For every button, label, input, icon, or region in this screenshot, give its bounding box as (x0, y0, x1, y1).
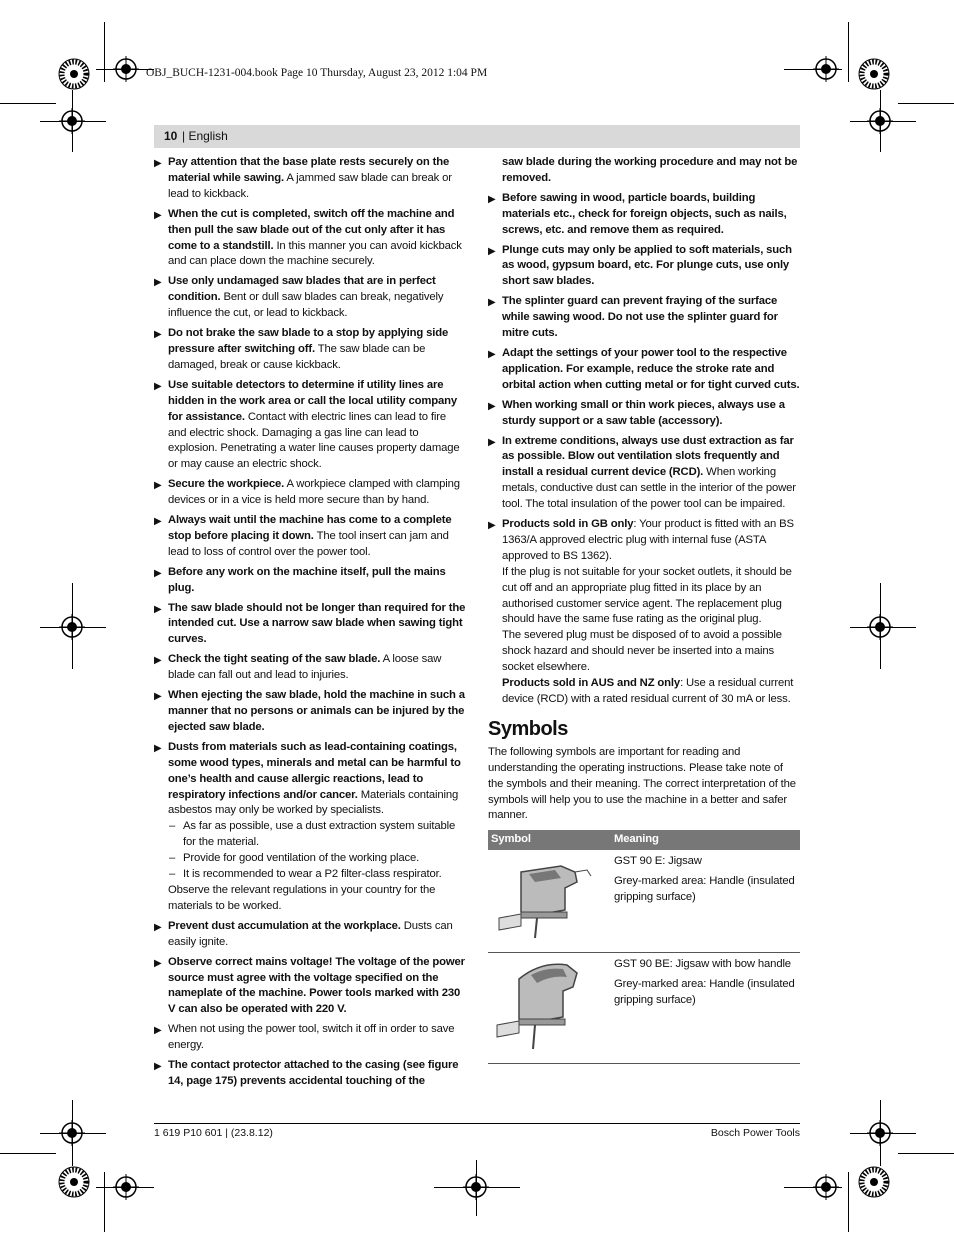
registration-target-icon (813, 1174, 839, 1200)
bullet-triangle-icon: ▶ (154, 603, 162, 615)
column-header-symbol: Symbol (488, 830, 611, 850)
registration-target-icon (59, 614, 85, 640)
language-label: | English (182, 129, 228, 143)
list-item: ▶ Adapt the settings of your power tool to the respective application. For example, reduce the stroke rate and orbital action when cutting metal or for tight curved cuts. (488, 346, 800, 391)
bullet-triangle-icon: ▶ (488, 400, 496, 412)
list-item: ▶ Use suitable detectors to determine if utility lines are hidden in the work area or call the local utility company for assistance. Contact with electric lines can lead to fire and electric shock. Damaging a gas line can lead to explosion. Penetrating a water line causes property damage or may cause an electric shock. (154, 378, 460, 471)
paragraph: The severed plug must be disposed of to avoid a possible shock hazard and should never be inserted into a mains socket elsewhere. (502, 629, 782, 674)
list-item: ▶ Secure the workpiece. A workpiece clamped with clamping devices or in a vice is held more secure than by hand. (154, 478, 460, 507)
page-footer (154, 1123, 800, 1144)
symbol-title: GST 90 BE: Jigsaw with bow handle (614, 958, 791, 971)
bullet-triangle-icon: ▶ (154, 158, 162, 169)
bullet-triangle-icon: ▶ (154, 1061, 162, 1073)
starburst-mark-icon (858, 1166, 890, 1198)
bullet-triangle-icon: ▶ (154, 742, 162, 754)
registration-target-icon (113, 56, 139, 82)
left-column (154, 155, 466, 1094)
right-column (488, 155, 801, 1064)
list-item: ▶ The contact protector attached to the casing (see figure 14, page 175) prevents accidental touching of the (154, 1059, 459, 1087)
section-heading: Symbols (488, 717, 568, 740)
bullet-triangle-icon: ▶ (154, 277, 162, 289)
registration-target-icon (59, 1120, 85, 1146)
section-intro: The following symbols are important for reading and understanding the operating instructions. Please take note of the symbols and their meaning. The correct interpretation of the symbols will help you to use the machine in a better and safer manner. (488, 745, 796, 822)
bullet-triangle-icon: ▶ (488, 193, 496, 205)
list-item: ▶ When the cut is completed, switch off the machine and then pull the saw blade out of the cut only after it has come to a standstill. In this manner you can avoid kickback and can place down the machine securely. (154, 207, 462, 268)
symbol-title: GST 90 E: Jigsaw (614, 855, 702, 868)
list-item: ▶ Prevent dust accumulation at the workplace. Dusts can easily ignite. (154, 919, 453, 948)
column-header-meaning: Meaning (611, 830, 800, 850)
bullet-triangle-icon: ▶ (154, 957, 162, 969)
list-item: ▶ The splinter guard can prevent fraying of the surface while sawing wood. Do not use the splinter guard for mitre cuts. (488, 295, 778, 340)
bullet-triangle-icon: ▶ (154, 516, 162, 528)
table-row (488, 953, 800, 1064)
sub-item: – As far as possible, use a dust extraction system suitable for the material. (169, 820, 456, 849)
starburst-mark-icon (858, 58, 890, 90)
symbol-description: Grey-marked area: Handle (insulated gripping surface) (614, 875, 795, 904)
footer-brand: Bosch Power Tools (710, 1127, 800, 1139)
symbol-cell (488, 850, 611, 953)
bullet-triangle-icon: ▶ (154, 567, 162, 579)
list-item: ▶ Always wait until the machine has come to a complete stop before placing it down. The tool insert can jam and lead to loss of control over the power tool. (154, 514, 452, 558)
symbols-table (488, 830, 800, 1064)
paragraph: Observe the relevant regulations in your country for the materials to be worked. (168, 883, 436, 912)
list-item: ▶ Products sold in GB only: Your product is fitted with an BS 1363/A approved electric plug with internal fuse (ASTA approved to BS 1362). If the plug is not suitable for your socket outlets, it should be cut off and an appropriate plug fitted in its place by an authorised customer service agent. The replacement plug should have the same fuse rating as the original plug. The severed plug must be disposed of to avoid a possible shock hazard and should never be inserted into a mains socket elsewhere. Products sold in AUS and NZ only: Use a residual current device (RCD) with a rated residual current of 30 mA or less. (488, 517, 801, 708)
starburst-mark-icon (58, 1166, 90, 1198)
bullet-triangle-icon: ▶ (488, 520, 496, 532)
registration-target-icon (59, 108, 85, 134)
meaning-cell (611, 953, 800, 1064)
registration-target-icon (867, 614, 893, 640)
list-item: ▶ Use only undamaged saw blades that are in perfect condition. Bent or dull saw blades can break, negatively influence the cut, or lead to kickback. (154, 275, 444, 320)
sub-item: – Provide for good ventilation of the working place. (169, 852, 420, 865)
bullet-triangle-icon: ▶ (488, 436, 496, 448)
bullet-triangle-icon: ▶ (154, 921, 162, 933)
bullet-triangle-icon: ▶ (154, 209, 162, 221)
list-item: ▶ The saw blade should not be longer than required for the intended cut. Use a narrow saw blade when sawing tight curves. (154, 601, 466, 646)
paragraph: If the plug is not suitable for your socket outlets, it should be cut off and an appropriate plug fitted in its place by an authorised customer service agent. The replacement plug should have the same fuse rating as the original plug. (502, 565, 792, 626)
list-item: ▶ Plunge cuts may only be applied to soft materials, such as wood, gypsum board, etc. For plunge cuts, use only short saw blades. (488, 243, 792, 288)
bullet-triangle-icon: ▶ (154, 480, 162, 492)
registration-target-icon (113, 1174, 139, 1200)
list-item: ▶ Check the tight seating of the saw blade. A loose saw blade can fall out and lead to injuries. (154, 653, 442, 682)
continued-text: saw blade during the working procedure and may not be removed. (502, 156, 798, 184)
page-header (154, 125, 800, 148)
list-item: ▶ Before any work on the machine itself, pull the mains plug. (154, 565, 446, 594)
bullet-triangle-icon: ▶ (154, 329, 162, 341)
list-item: ▶ Pay attention that the base plate rests securely on the material while sawing. A jammed saw blade can break or lead to kickback. (154, 156, 452, 200)
bullet-triangle-icon: ▶ (154, 1025, 162, 1037)
list-item: ▶ Do not brake the saw blade to a stop by applying side pressure after switching off. The saw blade can be damaged, break or cause kickback. (154, 327, 449, 371)
list-item: ▶ Dusts from materials such as lead-containing coatings, some wood types, minerals and metal can be harmful to one’s health and cause allergic reactions, lead to respiratory infections and/or cancer. Materials containing asbestos may only be worked by specialists. – As far as possible, use a dust extraction system suitable for the material. – Provide for good ventilation of the working place. – It is recommended to wear a P2 filter-class respirator. Observe the relevant regulations in your country for the materials to be worked. (154, 740, 466, 915)
bullet-triangle-icon: ▶ (154, 380, 162, 392)
table-row (488, 850, 800, 953)
meaning-cell (611, 850, 800, 953)
bullet-triangle-icon: ▶ (154, 691, 162, 703)
registration-target-icon (813, 56, 839, 82)
symbol-description: Grey-marked area: Handle (insulated gripping surface) (614, 978, 795, 1007)
jigsaw-bow-handle-icon (491, 957, 603, 1053)
registration-target-icon (867, 1120, 893, 1146)
list-item: ▶ Observe correct mains voltage! The voltage of the power source must agree with the voltage specified on the nameplate of the machine. Power tools marked with 230 V can also be operated with 220 V. (154, 955, 465, 1016)
sub-item: – It is recommended to wear a P2 filter-class respirator. (169, 868, 442, 881)
list-item: ▶ Before sawing in wood, particle boards, building materials etc., check for foreign objects, such as nails, screws, etc. and remove them as required. (488, 191, 787, 236)
print-slug: OBJ_BUCH-1231-004.book Page 10 Thursday, August 23, 2012 1:04 PM (146, 67, 488, 79)
bullet-triangle-icon: ▶ (488, 245, 496, 257)
paragraph: Products sold in AUS and NZ only: Use a residual current device (RCD) with a rated residual current of 30 mA or less. (502, 677, 794, 705)
list-item: ▶ When ejecting the saw blade, hold the machine in such a manner that no persons or animals can be injured by the ejected saw blade. (154, 689, 465, 733)
list-item: ▶ In extreme conditions, always use dust extraction as far as possible. Blow out ventilation slots frequently and install a residual current device (RCD). When working metals, conductive dust can settle in the interior of the power tool. The total insulation of the power tool can be impaired. (488, 434, 796, 511)
page-number: 10 (164, 129, 178, 143)
bullet-triangle-icon: ▶ (488, 348, 496, 360)
footer-doc-number: 1 619 P10 601 | (23.8.12) (154, 1127, 273, 1139)
registration-target-icon (463, 1174, 489, 1200)
symbol-cell (488, 953, 611, 1064)
list-item: ▶ When working small or thin work pieces, always use a sturdy support or a saw table (accessory). (488, 398, 785, 427)
bullet-triangle-icon: ▶ (488, 297, 496, 309)
registration-target-icon (867, 108, 893, 134)
bullet-triangle-icon: ▶ (154, 655, 162, 667)
list-item: ▶ When not using the power tool, switch it off in order to save energy. (154, 1023, 455, 1052)
starburst-mark-icon (58, 58, 90, 90)
jigsaw-icon (491, 854, 603, 942)
